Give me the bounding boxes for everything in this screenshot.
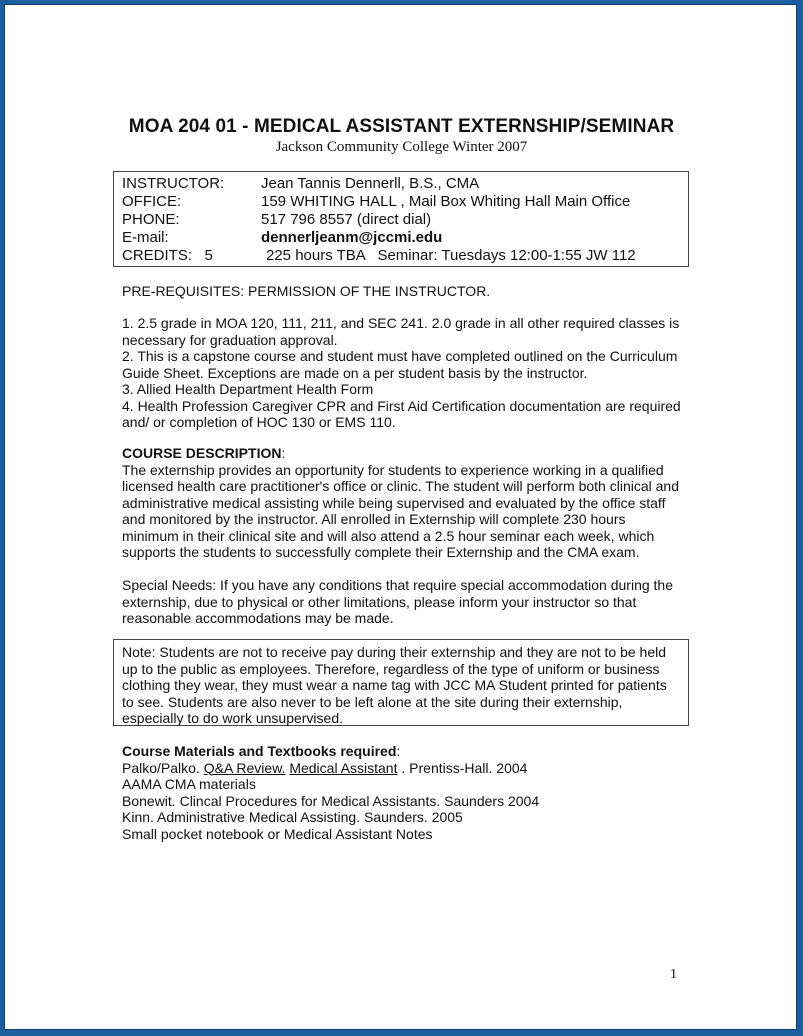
course-description	[122, 445, 682, 561]
instructor-value: Jean Tannis Dennerll, B.S., CMA	[261, 175, 480, 192]
document-subtitle: Jackson Community College Winter 2007	[275, 139, 528, 155]
credits-label: CREDITS: 5	[122, 247, 213, 264]
document-title: MOA 204 01 - MEDICAL ASSISTANT EXTERNSHIP/SEMINAR	[128, 116, 675, 137]
office-value: 159 WHITING HALL , Mail Box Whiting Hall Main Office	[261, 193, 631, 210]
prerequisite-item: 2. This is a capstone course and student must have completed outlined on the Curriculum Guide Sheet. Exceptions are made on a per student basis by the instructor.	[122, 348, 678, 381]
prerequisites-list	[122, 315, 682, 431]
materials-item: Kinn. Administrative Medical Assisting. Saunders. 2005	[122, 809, 463, 825]
instructor-label: INSTRUCTOR:	[122, 175, 225, 192]
materials-publisher: . Prentiss-Hall. 2004	[397, 759, 528, 776]
course-description-colon: :	[281, 445, 286, 461]
materials-colon: :	[396, 743, 401, 759]
special-needs: Special Needs: If you have any conditions that require special accommodation during the externship, due to physical or other limitations, please inform your instructor so that reasonable accommodations may be made.	[122, 577, 673, 626]
materials-heading: Course Materials and Textbooks required	[122, 743, 397, 759]
materials-item: AAMA CMA materials	[122, 776, 256, 792]
prerequisite-item: 4. Health Profession Caregiver CPR and First Aid Certification documentation are required and/ or completion of HOC 130 or EMS 110.	[122, 397, 681, 430]
materials-item: Small pocket notebook or Medical Assistant Notes	[122, 825, 433, 842]
prerequisites-heading: PRE-REQUISITES: PERMISSION OF THE INSTRUCTOR.	[122, 283, 491, 299]
course-description-heading: COURSE DESCRIPTION	[122, 445, 282, 461]
prerequisite-item: 1. 2.5 grade in MOA 120, 111, 211, and SEC 241. 2.0 grade in all other required classes is necessary for graduation approval.	[122, 315, 680, 348]
credits-value: 225 hours TBA Seminar: Tuesdays 12:00-1:55 JW 112	[266, 247, 636, 264]
materials-item: Bonewit. Clincal Procedures for Medical Assistants. Saunders 2004	[122, 792, 540, 809]
note-text: Note: Students are not to receive pay during their externship and they are not to be held up to the public as employees. Therefore, regardless of the type of uniform or business clothing they wear, they must wear a name tag with JCC MA Student printed for patients to see. Students are also never to be left alone at the site during their externship, especially to do work unsupervised.	[122, 644, 667, 726]
materials-author: Palko/Palko.	[122, 759, 204, 776]
materials-subtitle-link: Medical Assistant	[289, 759, 398, 776]
course-description-body: The externship provides an opportunity for students to experience working in a qualified licensed health care practitioner's office or clinic. The student will perform both clinical and administrative medical assisting while being supervised and evaluated by the office staff and monitored by the instructor. All enrolled in Externship will complete 230 hours minimum in their clinical site and will also attend a 2.5 hour seminar each week, which supports the students to successfully complete their Externship and the CMA exam.	[122, 461, 679, 560]
prerequisite-item: 3. Allied Health Department Health Form	[122, 381, 374, 397]
phone-value: 517 796 8557 (direct dial)	[261, 211, 432, 228]
course-materials	[122, 743, 682, 842]
materials-title-link: Q&A Review.	[203, 759, 286, 776]
page-number: 1	[670, 967, 677, 982]
materials-item	[122, 760, 682, 777]
email-value[interactable]: dennerljeanm@jccmi.edu	[261, 229, 443, 246]
phone-label: PHONE:	[122, 211, 180, 228]
office-label: OFFICE:	[122, 193, 182, 210]
email-label: E-mail:	[122, 229, 169, 246]
